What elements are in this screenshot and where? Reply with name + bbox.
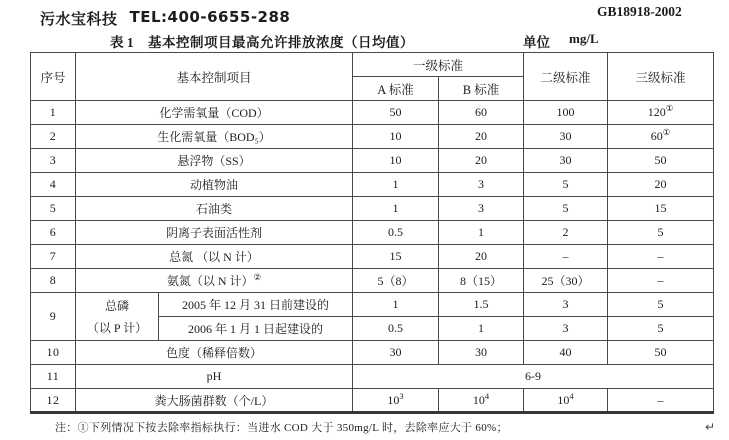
value-cell: 50 (353, 101, 439, 125)
value-cell: 25（30） (524, 269, 608, 293)
value-cell: 3 (524, 293, 608, 317)
item-cell: 粪大肠菌群数（个/L） (76, 389, 353, 413)
value-cell: 5（8） (353, 269, 439, 293)
value-cell: 1 (439, 221, 524, 245)
item-cell: 色度（稀释倍数） (76, 341, 353, 365)
value-cell: 15 (608, 197, 714, 221)
row-number-cell: 8 (31, 269, 76, 293)
table-row (31, 149, 714, 173)
value-cell: 20 (439, 245, 524, 269)
vendor-tel: TEL:400-6655-288 (129, 8, 291, 26)
value-cell: 1 (353, 197, 439, 221)
value-cell: 6-9 (353, 365, 714, 389)
value-cell: – (524, 245, 608, 269)
col-header-item: 基本控制项目 (76, 53, 353, 101)
unit-label: 单位 (523, 35, 550, 50)
col-header-no: 序号 (31, 53, 76, 101)
table-body (31, 101, 714, 413)
value-cell: 3 (439, 173, 524, 197)
item-cell: 化学需氧量（COD） (76, 101, 353, 125)
row-number-cell: 2 (31, 125, 76, 149)
item-cell: 总磷 （以 P 计） (76, 293, 159, 341)
item-cell: 总氮 （以 N 计） (76, 245, 353, 269)
col-header-level1-a: A 标准 (353, 77, 439, 101)
value-cell: 120① (608, 101, 714, 125)
table-row (31, 341, 714, 365)
value-cell: 100 (524, 101, 608, 125)
value-cell: 5 (608, 317, 714, 341)
item-cell: 阴离子表面活性剂 (76, 221, 353, 245)
value-cell: 1 (353, 293, 439, 317)
row-number-cell: 11 (31, 365, 76, 389)
table-row (31, 365, 714, 389)
row-number-cell: 1 (31, 101, 76, 125)
value-cell: $10^4$ (439, 389, 524, 413)
value-cell: $10^3$ (353, 389, 439, 413)
value-cell: 5 (524, 173, 608, 197)
vendor-name: 污水宝科技 (40, 10, 118, 28)
col-header-level1: 一级标准 (353, 53, 524, 77)
item-cell: 悬浮物（SS） (76, 149, 353, 173)
row-number-cell: 5 (31, 197, 76, 221)
value-cell: 0.5 (353, 317, 439, 341)
value-cell: 5 (524, 197, 608, 221)
value-cell: 15 (353, 245, 439, 269)
value-cell: 20 (439, 125, 524, 149)
table-row (31, 197, 714, 221)
item-cell: 动植物油 (76, 173, 353, 197)
date-cell: 2005 年 12 月 31 日前建设的 (159, 293, 353, 317)
table-caption-text: 基本控制项目最高允许排放浓度（日均值） (148, 35, 414, 50)
value-cell: 8（15） (439, 269, 524, 293)
row-number-cell: 3 (31, 149, 76, 173)
row-number-cell: 4 (31, 173, 76, 197)
col-header-level3: 三级标准 (608, 53, 714, 101)
value-cell: 30 (439, 341, 524, 365)
value-cell: 30 (353, 341, 439, 365)
row-number-cell: 10 (31, 341, 76, 365)
value-cell: 2 (524, 221, 608, 245)
table-row (31, 293, 714, 317)
table-row (31, 245, 714, 269)
value-cell: 30 (524, 149, 608, 173)
row-number-cell: 12 (31, 389, 76, 413)
value-cell: 30 (524, 125, 608, 149)
col-header-level1-b: B 标准 (439, 77, 524, 101)
unit-value: mg/L (569, 31, 599, 46)
row-number-cell: 7 (31, 245, 76, 269)
value-cell: 5 (608, 293, 714, 317)
row-number-cell: 9 (31, 293, 76, 341)
value-cell: 10 (353, 125, 439, 149)
row-number-cell: 6 (31, 221, 76, 245)
item-cell: pH (76, 365, 353, 389)
value-cell: 0.5 (353, 221, 439, 245)
value-cell: 20 (608, 173, 714, 197)
table-row (31, 125, 714, 149)
table-row (31, 269, 714, 293)
value-cell: – (608, 245, 714, 269)
item-cell: 生化需氧量（BOD₅） (76, 125, 353, 149)
value-cell: $10^4$ (524, 389, 608, 413)
table-row (31, 173, 714, 197)
value-cell: 40 (524, 341, 608, 365)
table-row (31, 389, 714, 413)
date-cell: 2006 年 1 月 1 日起建设的 (159, 317, 353, 341)
vendor-watermark (40, 8, 290, 29)
value-cell: 1.5 (439, 293, 524, 317)
item-cell: 石油类 (76, 197, 353, 221)
value-cell: 1 (353, 173, 439, 197)
table-caption-label: 表 1 (110, 35, 134, 50)
col-header-level2: 二级标准 (524, 53, 608, 101)
value-cell: 20 (439, 149, 524, 173)
table-row (31, 221, 714, 245)
item-cell: 氨氮（以 N 计）② (76, 269, 353, 293)
value-cell: 5 (608, 221, 714, 245)
footnote: 注：①下列情况下按去除率指标执行：当进水 COD 大于 350mg/L 时，去除率应大于 60%； (55, 422, 508, 434)
table-caption-row (0, 31, 729, 49)
standard-code: GB18918-2002 (597, 4, 682, 19)
value-cell: 50 (608, 149, 714, 173)
value-cell: 50 (608, 341, 714, 365)
value-cell: 60 (439, 101, 524, 125)
paragraph-return-icon: ↵ (705, 420, 716, 434)
value-cell: 3 (439, 197, 524, 221)
table-row (31, 101, 714, 125)
header-row-1 (31, 53, 714, 77)
value-cell: 1 (439, 317, 524, 341)
value-cell: 10 (353, 149, 439, 173)
value-cell: – (608, 389, 714, 413)
standards-table (30, 52, 714, 414)
value-cell: 3 (524, 317, 608, 341)
value-cell: 60① (608, 125, 714, 149)
value-cell: – (608, 269, 714, 293)
